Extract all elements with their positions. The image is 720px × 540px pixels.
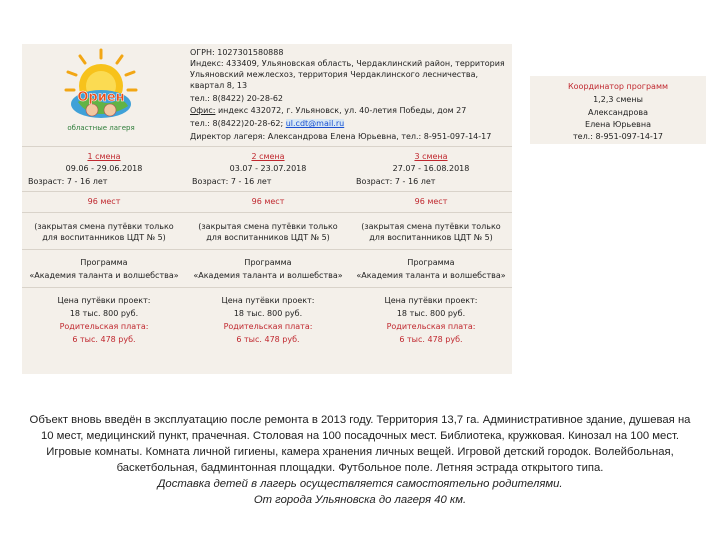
address-line: квартал 8, 13 [190,81,248,90]
shift-program-label: Программа [80,258,128,267]
ogrn: ОГРН: 1027301580888 [190,48,284,57]
shift-closed-note: (закрытая смена путёвки только [361,222,501,231]
address-line: Индекс: 433409, Ульяновская область, Чердаклинский район, территория [190,59,505,68]
shift-closed-note: для воспитанников ЦДТ № 5) [42,233,166,242]
shift-title: 2 смена [251,152,285,161]
shift-program-name: «Академия таланта и волшебства» [29,271,179,280]
camp-description [0,412,720,508]
shift-parent-label: Родительская плата: [386,322,476,331]
description-line: баскетбольная, бадминтонная площадки. Футбольное поле. Летняя эстрада открытого типа. [116,462,604,474]
description-line: 10 мест, медицинский пункт, прачечная. Столовая на 100 посадочных мест. Библиотека, кружковая. Кинозал на 100 мест. [40,430,680,442]
row-divider [22,212,512,213]
description-line: Объект вновь введён в эксплуатацию после ремонта в 2013 году. Территория 13,7 га. Административное здание, душевая на [29,414,691,426]
logo-name: Ориен [77,90,125,105]
email-link[interactable]: ul.cdt@mail.ru [285,119,345,128]
shift-age: Возраст: 7 - 16 лет [356,177,436,186]
shift-closed-note: (закрытая смена путёвки только [198,222,338,231]
shift-title: 3 смена [414,152,448,161]
office-label: Офис: [190,106,216,115]
shift-dates: 09.06 - 29.06.2018 [65,164,143,173]
shift-parent-label: Родительская плата: [223,322,313,331]
row-divider [22,249,512,250]
shift-title: 1 смена [87,152,121,161]
office-phone: тел.: 8(8422)20-28-62; [190,119,286,128]
shift-program-name: «Академия таланта и волшебства» [356,271,506,280]
shift-closed-note: (закрытая смена путёвки только [34,222,174,231]
office-text: индекс 432072, г. Ульяновск, ул. 40-летия Победы, дом 27 [215,106,467,115]
header-divider [22,146,512,147]
shift-closed-note: для воспитанников ЦДТ № 5) [206,233,330,242]
camp-director: Директор лагеря: Александрова Елена Юрьевна, тел.: 8-951-097-14-17 [190,132,492,141]
camp-phone: тел.: 8(8422) 20-28-62 [190,94,284,103]
shift-parent-price: 6 тыс. 478 руб. [236,335,300,344]
shift-price: 18 тыс. 800 руб. [69,309,139,318]
shift-parent-price: 6 тыс. 478 руб. [399,335,463,344]
logo-subtitle: областные лагеря [67,124,135,132]
description-line: Игровые комнаты. Комната личной гигиены, камера хранения личных вещей. Игровой детский городок. Волейбольная, [46,446,674,458]
row-divider [22,287,512,288]
shift-dates: 03.07 - 23.07.2018 [229,164,307,173]
shift-price-label: Цена путёвки проект: [384,296,478,305]
shift-places: 96 мест [414,197,448,206]
shift-places: 96 мест [87,197,121,206]
shift-column-1 [22,148,186,368]
coordinator-name: Елена Юрьевна [585,120,651,129]
row-divider [22,191,512,192]
shift-age: Возраст: 7 - 16 лет [28,177,108,186]
coordinator-title: Координатор программ [567,82,669,91]
shift-price: 18 тыс. 800 руб. [396,309,466,318]
shift-price-label: Цена путёвки проект: [57,296,151,305]
coordinator-shifts: 1,2,3 смены [593,95,643,104]
shift-parent-label: Родительская плата: [59,322,149,331]
child-face-icon [86,104,98,116]
coordinator-surname: Александрова [588,108,648,117]
shift-places: 96 мест [251,197,285,206]
shift-program-name: «Академия таланта и волшебства» [193,271,343,280]
shift-program-label: Программа [244,258,292,267]
shift-price-label: Цена путёвки проект: [221,296,315,305]
address-line: Ульяновский межлесхоз, территория Чердаклинского лесничества, [190,70,479,79]
shift-column-2 [186,148,350,368]
shift-program-label: Программа [407,258,455,267]
coordinator-phone: тел.: 8-951-097-14-17 [572,132,663,141]
shift-column-3 [350,148,512,368]
distance-note: От города Ульяновска до лагеря 40 км. [253,494,467,506]
office-address [190,106,466,117]
shift-dates: 27.07 - 16.08.2018 [392,164,470,173]
shift-closed-note: для воспитанников ЦДТ № 5) [369,233,493,242]
delivery-note: Доставка детей в лагерь осуществляется самостоятельно родителями. [157,478,563,490]
office-contacts [190,119,344,130]
shift-age: Возраст: 7 - 16 лет [192,177,272,186]
camp-logo [58,46,144,144]
child-face-icon [104,104,116,116]
shift-parent-price: 6 тыс. 478 руб. [72,335,136,344]
shift-price: 18 тыс. 800 руб. [233,309,303,318]
